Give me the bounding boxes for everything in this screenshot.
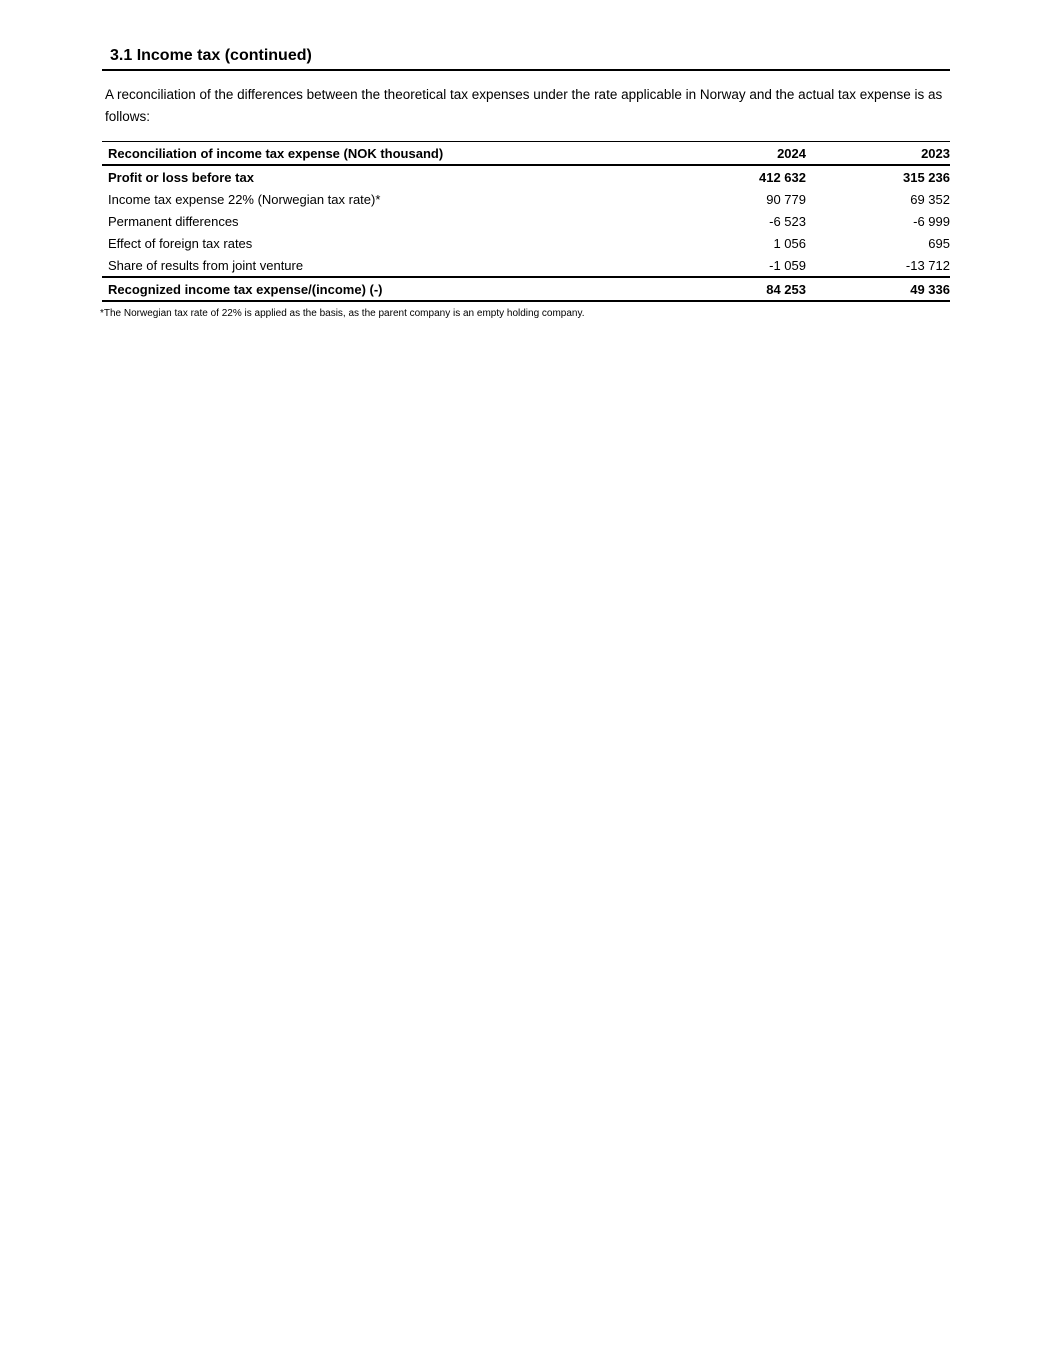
table-header-2024: 2024 — [656, 142, 806, 166]
row-value-2023: 695 — [928, 235, 950, 251]
row-value-2024: -6 523 — [769, 213, 806, 229]
footnote: *The Norwegian tax rate of 22% is applied as the basis, as the parent company is an empty holding company. — [100, 308, 585, 319]
page-content — [102, 0, 950, 320]
row-value-2024: 412 632 — [759, 169, 806, 185]
table-header-row — [102, 142, 950, 166]
row-value-2023: 315 236 — [903, 169, 950, 185]
table-header-2023: 2023 — [806, 142, 950, 166]
row-value-2023: -6 999 — [913, 213, 950, 229]
row-label: Income tax expense 22% (Norwegian tax rate)* — [108, 191, 381, 207]
row-label: Share of results from joint venture — [108, 257, 304, 273]
row-value-2023: -13 712 — [905, 257, 950, 273]
row-value-2023: 69 352 — [910, 191, 950, 207]
row-value-2024: 90 779 — [766, 191, 806, 207]
table-row — [102, 210, 950, 232]
section-title: 3.1 Income tax (continued) — [102, 46, 950, 71]
row-value-2024: 84 253 — [656, 277, 806, 301]
table-row — [102, 254, 950, 277]
row-label: Effect of foreign tax rates — [108, 235, 253, 251]
intro-paragraph: A reconciliation of the differences between the theoretical tax expenses under the rate applicable in Norway and the actual tax expense is as follows: — [105, 87, 943, 124]
row-label: Recognized income tax expense/(income) (-) — [102, 277, 656, 301]
table-header-label: Reconciliation of income tax expense (NOK thousand) — [102, 142, 656, 166]
table-row — [102, 277, 950, 301]
row-value-2023: 49 336 — [806, 277, 950, 301]
table-row — [102, 232, 950, 254]
table-row — [102, 188, 950, 210]
tax-reconciliation-table — [102, 141, 950, 302]
table-row — [102, 165, 950, 188]
row-label: Permanent differences — [108, 213, 239, 229]
row-value-2024: -1 059 — [769, 257, 806, 273]
row-value-2024: 1 056 — [773, 235, 806, 251]
row-label: Profit or loss before tax — [108, 169, 254, 185]
